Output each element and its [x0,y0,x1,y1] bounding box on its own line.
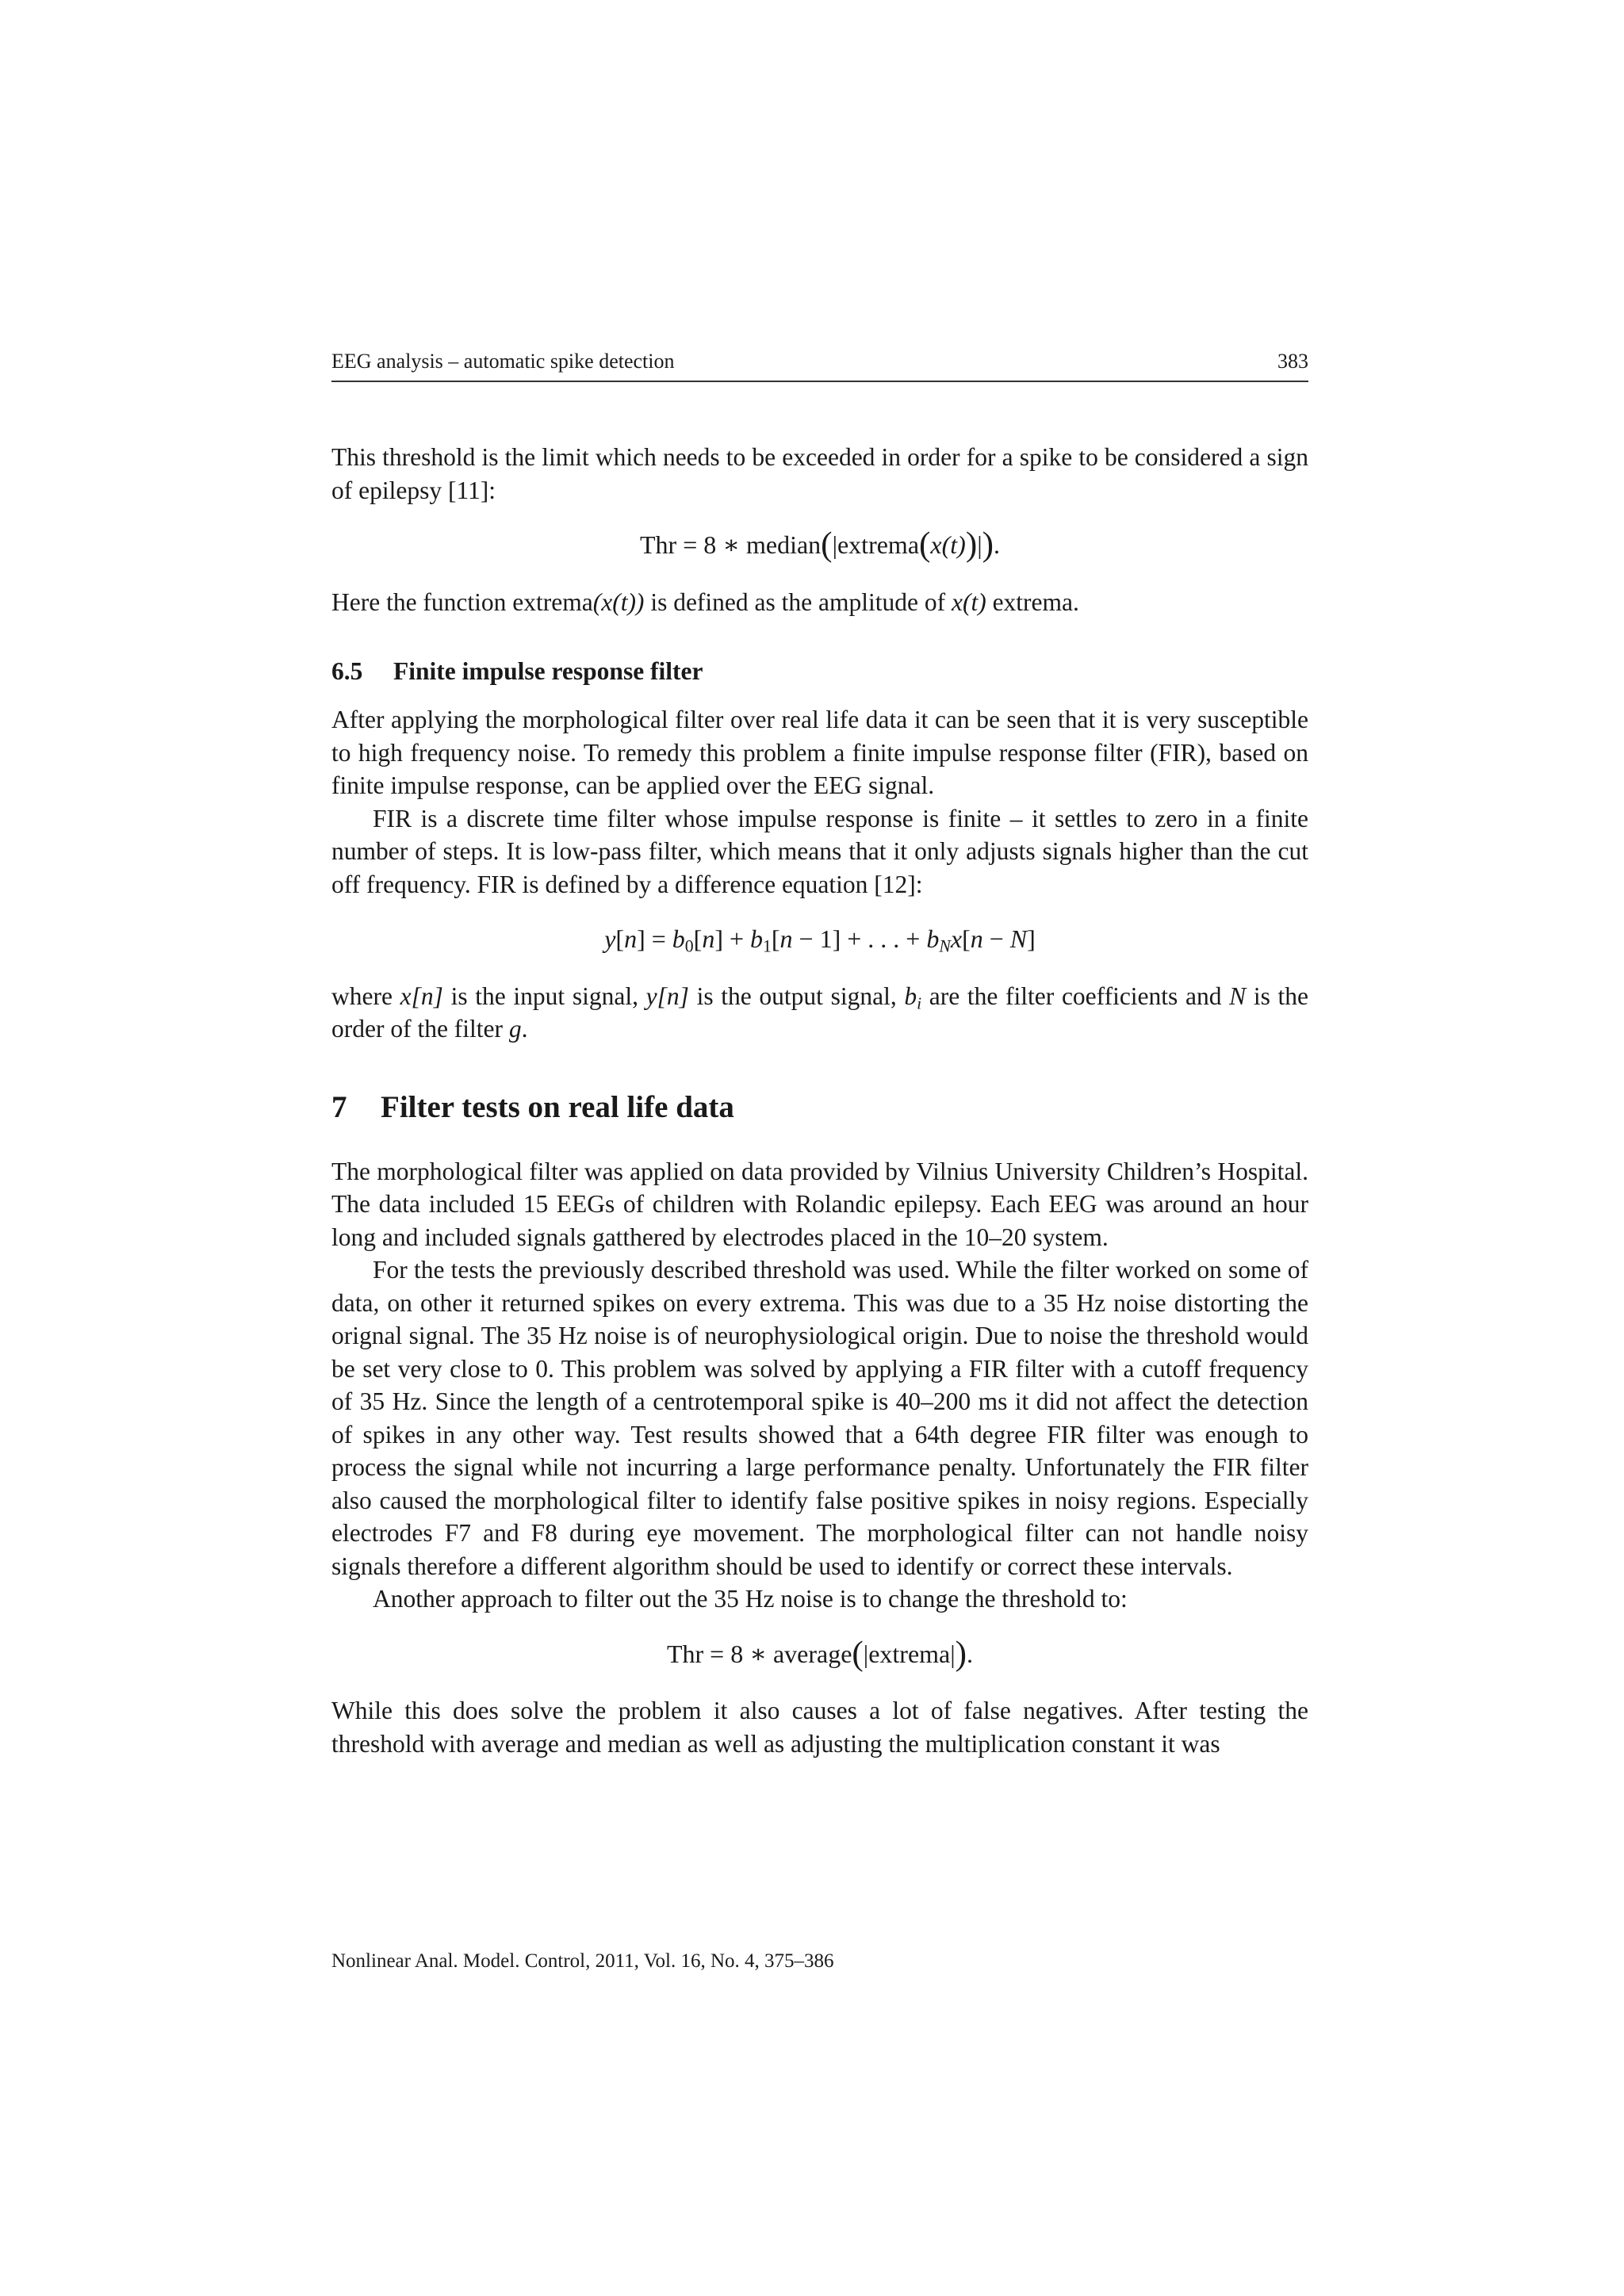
running-header [331,346,1308,382]
page-number: 383 [1277,350,1308,373]
journal-citation-footer: Nonlinear Anal. Model. Control, 2011, Vol. 16, No. 4, 375–386 [331,1950,834,1972]
equation-fir-difference: $y[n] = b_0[n] + b_1[n - 1]$ + . . . + $b_Nx[n - N]$ [604,924,1036,956]
paragraph-fir-variables: where x[n] is the input signal, y[n] is the output signal, $b_i$ are the filter coefficients and N is the order of the filter g. [331,982,1309,1043]
equation-average-threshold: Thr = 8 ∗ average(|extrema|). [666,1635,974,1673]
paragraph-fir-motivation: After applying the morphological filter over real life data it can be seen that it is very susceptible to high frequency noise. To remedy this problem a finite impulse response filter (FIR), based on finite impulse response, can be applied over the EEG signal. [331,706,1308,799]
paragraph-data-description: The morphological filter was applied on data provided by Vilnius University Children’s Hospital. The data included 15 EEGs of children with Rolandic epilepsy. Each EEG was around an hour long and included signals gatthered by electrodes placed in the 10–20 system. [331,1157,1308,1251]
running-title: EEG analysis – automatic spike detection [331,350,675,373]
equation-median-threshold: Thr = 8 ∗ median(|extrema(x(t))|). [639,526,1000,564]
paragraph-alternative-approach: Another approach to filter out the 35 Hz noise is to change the threshold to: [373,1585,1128,1613]
paragraph-test-results: For the tests the previously described threshold was used. While the filter worked on some of data, on other it returned spikes on every extrema. This was due to a 35 Hz noise distorting the orignal signal. The 35 Hz noise is of neurophysiological origin. Due to noise the threshold would be set very close to 0. This problem was solved by applying a FIR filter with a cutoff frequency of 35 Hz. Since the length of a centrotemporal spike is 40–200 ms it did not affect the detection of spikes in any other way. Test results showed that a 64th degree FIR filter was enough to process the signal while not incurring a large performance penalty. Unfortunately the FIR filter also caused the morphological filter to identify false positive spikes in noisy regions. Especially electrodes F7 and F8 during eye movement. The morphological filter can not handle noisy signals therefore a different algorithm should be used to identify or correct these intervals. [331,1256,1308,1580]
section-heading-6-5: 6.5 Finite impulse response filter [331,657,703,685]
paragraph-fir-definition: FIR is a discrete time filter whose impulse response is finite – it settles to zero in a finite number of steps. It is low-pass filter, which means that it only adjusts signals higher than the cut off frequency. FIR is defined by a difference equation [12]: [331,804,1308,898]
main-content [331,441,1308,1760]
paragraph-threshold-intro: This threshold is the limit which needs to be exceeded in order for a spike to be considered a sign of epilepsy [11]: [331,443,1308,504]
section-heading-7: 7 Filter tests on real life data [331,1089,734,1124]
paragraph-conclusion-partial: While this does solve the problem it also causes a lot of false negatives. After testing the threshold with average and median as well as adjusting the multiplication constant it was [331,1697,1308,1758]
paragraph-extrema-definition: Here the function extrema(x(t)) is defined as the amplitude of x(t) extrema. [331,587,1079,616]
